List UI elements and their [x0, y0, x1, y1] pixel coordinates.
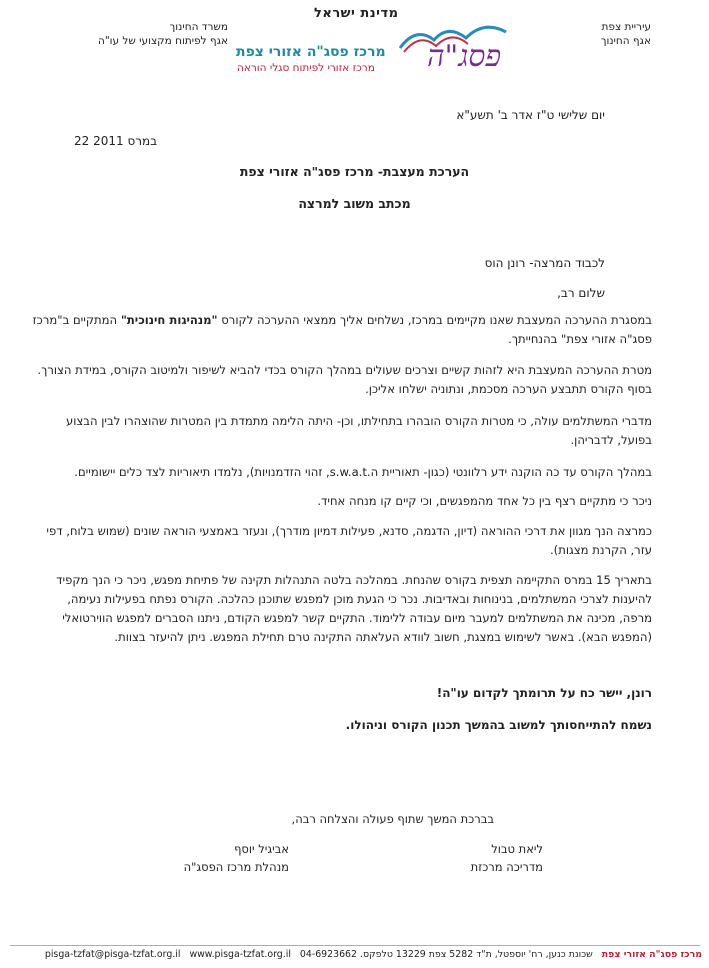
- letter-title: מכתב משוב למרצה: [298, 196, 411, 211]
- signature-name: אביגיל יוסף: [234, 842, 289, 856]
- signature-director: [184, 840, 289, 876]
- signature-title: מדריכה מרכזת: [470, 860, 543, 874]
- municipality-name: עיריית צפת: [601, 21, 651, 33]
- pisga-logo-icon: [396, 18, 532, 76]
- paragraph-1: במסגרת ההערכה המעצבת שאנו מקיימים במרכז, נשלחים אליך ממצאי ההערכה לקורס "מנהיגות חינוכית" המתקיים ב"מרכז פסג"ה אזורי צפת" בהנחייתך.: [32, 313, 652, 346]
- footer-divider: [10, 945, 700, 946]
- course-name: "מנהיגות חינוכית": [120, 313, 218, 327]
- paragraph-6: כמרצה הנך מגוון את דרכי ההוראה (דיון, הדגמה, סדנא, פעילות דמיון מודרך), ונעזר באמצעי הוראה שונים (שמוש בלוח, דפי עזר, הקרנת מצגות).: [46, 524, 652, 557]
- feedback-request-line: נשמח להתייחסותך למשוב בהמשך תכנון הקורס וניהולו.: [345, 718, 652, 732]
- center-name: מרכז פסג"ה אזורי צפת: [236, 44, 386, 60]
- paragraph-3: מדברי המשתלמים עולה, כי מטרות הקורס הובהרו בתחילתו, וכן- היתה הלימה מתמדת בין המטרות שהוצהרו לבין הבצוע בפועל, לדבריהן.: [65, 414, 652, 447]
- footer-brand: מרכז פסג"ה אזורי צפת: [601, 949, 702, 960]
- municipality-header: [601, 20, 651, 48]
- paragraph-4: במהלך הקורס עד כה הוקנה ידע רלוונטי (כגון- תאוריית ה.s.w.a.t, זהוי הזדמנויות), נלמדו תיאוריות לצד כלים יישומיים.: [74, 465, 652, 479]
- logo-text: פסג"ה: [426, 39, 502, 74]
- footer-website[interactable]: www.pisga-tzfat.org.il: [189, 949, 291, 960]
- thanks-line: רונן, יישר כח על תרומתך לקדום עו"ה!: [436, 686, 652, 700]
- signature-name: ליאת טבול: [491, 842, 543, 856]
- signature-coordinator: [471, 840, 543, 876]
- paragraph-7: בתאריך 15 במרס התקיימה תצפית בקורס שהנחת. במהלכה בלטה התנהלות תקינה של פתיחת מפגש, ניכר כי הנך מקפיד להיענות לצרכי המשתלמים, בנינוחות ובאדיבות. נכר כי הגעת מוכן למפגש שתוכנן כהלכה. הקורס נפתח בפעילות נעימה, מרפה, מכינה את המשתלמים למעבר מיום עבודה ללימוד. התקיים קשר למפגש הקודם, ניתנו הסברים למפגש הווירטואלי (המפגש הבא). באשר לשימוש במצגת, חשוב לוודא העלאתה התקינה טרם תחילת המפגש. ניתן להיעזר בצוות.: [56, 573, 652, 644]
- ministry-name: משרד החינוך: [169, 21, 228, 33]
- paragraph-2: מטרת ההערכה המעצבת היא לזהות קשיים וצרכים שעולים במהלך הקורס בכדי להביא לשיפור ולמיטוב הקורס, במידת הצורך. בסוף הקורס תתבצע הערכה מסכמת, ונתוניה ישלחו אליכן.: [37, 363, 652, 396]
- greeting: שלום רב,: [557, 286, 605, 300]
- footer: [10, 949, 702, 960]
- footer-address: שכונת כנען, רח' יוספטל, ת"ד 5282 צפת 13229 טלפקס. 04-6923662: [299, 949, 593, 960]
- ministry-header: [28, 20, 228, 48]
- signature-title: מנהלת מרכז הפסג"ה: [183, 860, 289, 874]
- center-subtitle: מרכז אזורי לפיתוח סגלי הוראה: [237, 62, 375, 74]
- recipient: לכבוד המרצה- רונן הוס: [484, 256, 605, 270]
- municipality-dept: אגף החינוך: [600, 35, 651, 47]
- hebrew-date: יום שלישי ט"ז אדר ב' תשע"א: [456, 108, 605, 122]
- footer-email[interactable]: pisga-tzfat@pisga-tzfat.org.il: [44, 949, 181, 960]
- state-title: מדינת ישראל: [314, 6, 399, 21]
- paragraph-5: ניכר כי מתקיים רצף בין כל אחד מהמפגשים, וכי קיים קו מנחה אחיד.: [317, 494, 652, 508]
- ministry-dept: אגף לפיתוח מקצועי של עו"ה: [97, 35, 228, 47]
- letter-subject: הערכת מעצבת- מרכז פסג"ה אזורי צפת: [239, 164, 470, 179]
- gregorian-date: 22 במרס 2011: [74, 134, 158, 148]
- closing-line: בברכת המשך שתוף פעולה והצלחה רבה,: [291, 812, 494, 826]
